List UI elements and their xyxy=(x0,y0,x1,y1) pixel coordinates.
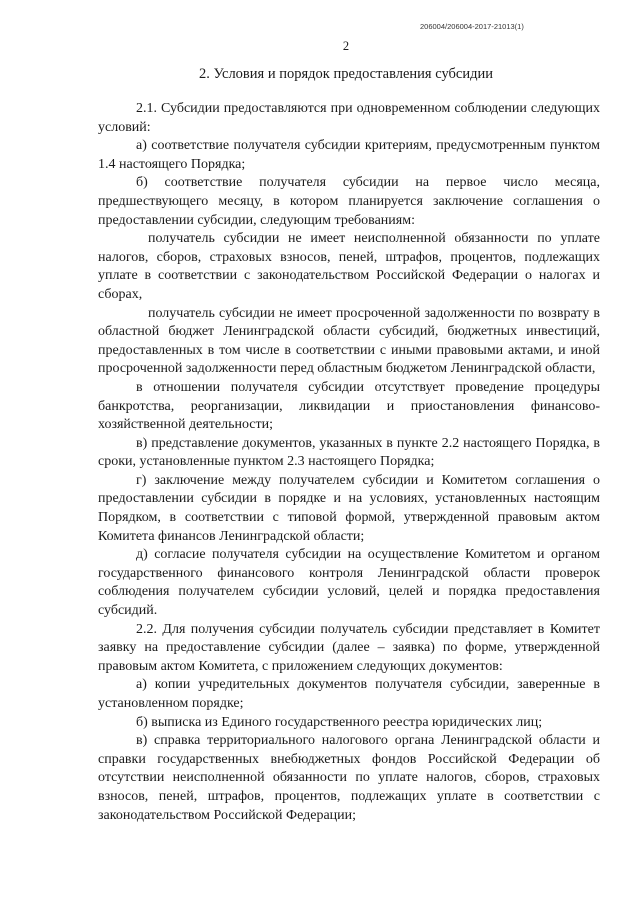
paragraph: 2.1. Субсидии предоставляются при одновременном соблюдении следующих условий: xyxy=(98,101,600,135)
paragraph: 2.2. Для получения субсидии получатель субсидии представляет в Комитет заявку на предоставление субсидии (далее – заявка) по форме, утвержденной правовым актом Комитета, с приложением следующих документов: xyxy=(98,621,600,674)
paragraph: б) соответствие получателя субсидии на первое число месяца, предшествующего месяцу, в котором планируется заключение соглашения о предоставлении субсидии, следующим требованиям: xyxy=(98,175,600,228)
paragraph: получатель субсидии не имеет просроченной задолженности по возврату в областной бюджет Ленинградской области субсидий, бюджетных инвестиций, предоставленных в том числе в соответствии с иными правовыми актами, и иной просроченной задолженности перед областным бюджетом Ленинградской области, xyxy=(98,305,600,377)
paragraph: в отношении получателя субсидии отсутствует проведение процедуры банкротства, реорганизации, ликвидации и приостановления финансово-хозяйственной деятельности; xyxy=(98,379,600,433)
page-number: 2 xyxy=(342,39,350,53)
document-body xyxy=(98,100,600,825)
paragraph: г) заключение между получателем субсидии и Комитетом соглашения о предоставлении субсидии в порядке и на условиях, установленных настоящим Порядком, в соответствии с типовой формой, утвержденной правовым актом Комитета финансов Ленинградской области; xyxy=(98,472,600,544)
paragraph: а) копии учредительных документов получателя субсидии, заверенные в установленном порядке; xyxy=(98,677,600,711)
paragraph: получатель субсидии не имеет неисполненной обязанности по уплате налогов, сборов, страховых взносов, пеней, штрафов, процентов, подлежащих уплате в соответствии с законодательством Российской Федерации о налогах и сборах, xyxy=(98,231,600,302)
paragraph: в) представление документов, указанных в пункте 2.2 настоящего Порядка, в сроки, установленные пунктом 2.3 настоящего Порядка; xyxy=(98,435,600,470)
paragraph: д) согласие получателя субсидии на осуществление Комитетом и органом государственного финансового контроля Ленинградской области проверок соблюдения получателем субсидии условий, целей и порядка предоставления субсидий. xyxy=(98,547,600,619)
paragraph: б) выписка из Единого государственного реестра юридических лиц; xyxy=(136,714,543,730)
paragraph: в) справка территориального налогового органа Ленинградской области и справки государственных внебюджетных фондов Российской Федерации об отсутствии неисполненной обязанности по уплате налогов, сборов, страховых взносов, пеней, штрафов, процентов, подлежащих уплате в соответствии с законодательством Российской Федерации; xyxy=(98,733,600,823)
document-id: 206004/206004-2017-21013(1) xyxy=(420,22,524,31)
section-title: 2. Условия и порядок предоставления субсидии xyxy=(198,66,493,82)
paragraph: а) соответствие получателя субсидии критериям, предусмотренным пунктом 1.4 настоящего Порядка; xyxy=(98,138,600,172)
